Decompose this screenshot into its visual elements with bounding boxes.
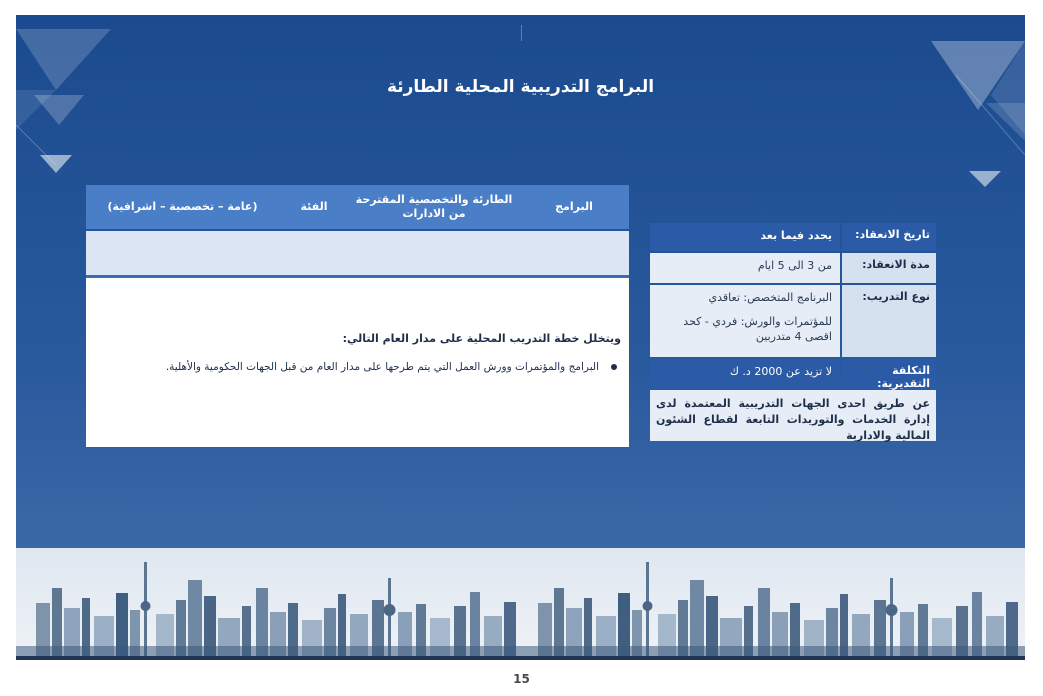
programs-table-body xyxy=(86,278,629,447)
type-value-line1: البرنامج المتخصص: تعاقدي xyxy=(708,291,832,304)
slide xyxy=(16,15,1025,660)
cost-label: التكلفة التقديرية: xyxy=(842,359,936,389)
bullet-icon xyxy=(611,364,617,370)
header-programs: البرامج xyxy=(555,200,593,213)
programs-table-header xyxy=(86,185,629,229)
date-value: يحدد فيما بعد xyxy=(650,223,840,251)
duration-label: مدة الانعقاد: xyxy=(842,253,936,283)
details-row-duration xyxy=(650,253,936,283)
body-list-item xyxy=(166,361,599,373)
page-number: 15 xyxy=(513,672,530,686)
type-value-line2: للمؤتمرات والورش: فردي - كحد اقصى 4 متدربين xyxy=(683,315,832,343)
header-types: (عامة – تخصصية – اشرافية) xyxy=(107,200,258,213)
programs-table xyxy=(86,185,629,447)
details-table xyxy=(650,223,936,441)
header-category: الفئة xyxy=(300,200,328,213)
type-label: نوع التدريب: xyxy=(842,285,936,357)
city-skyline-image xyxy=(16,548,1025,660)
body-item-text: البرامج والمؤتمرات وورش العمل التي يتم طرحها على مدار العام من قبل الجهات الحكومية والأهلية. xyxy=(165,361,599,373)
type-value xyxy=(650,285,840,357)
body-heading: ويتخلل خطة التدريب المحلية على مدار العام التالي: xyxy=(342,332,621,345)
date-label: تاريخ الانعقاد: xyxy=(842,223,936,251)
header-proposed: الطارئة والتخصصية المقترحة من الادارات xyxy=(355,193,513,220)
duration-value: من 3 الى 5 ايام xyxy=(650,253,840,283)
programs-table-empty-row xyxy=(86,231,629,275)
details-row-date xyxy=(650,223,936,251)
page-title: البرامج التدريبية المحلية الطارئة xyxy=(386,77,655,97)
details-row-type xyxy=(650,285,936,357)
details-note: عن طريق احدى الجهات التدريبية المعتمدة لدى إدارة الخدمات والتوريدات التابعة لقطاع الشئون المالية والادارية xyxy=(650,390,936,441)
details-row-cost xyxy=(650,359,936,389)
top-divider xyxy=(521,25,522,41)
cost-value: لا تزيد عن 2000 د. ك xyxy=(650,359,840,389)
